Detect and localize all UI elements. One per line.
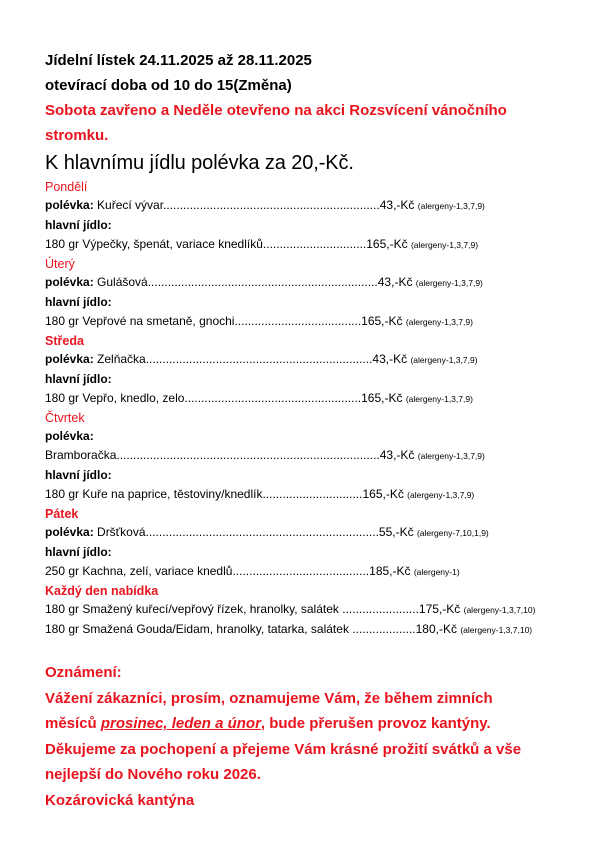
- main-row-thursday: [45, 485, 585, 505]
- main-label: hlavní jídlo:: [45, 468, 112, 482]
- daily-offer-item: [45, 600, 585, 620]
- daily-offer-item: [45, 620, 585, 640]
- main-row-monday: [45, 235, 585, 255]
- day-heading-thursday: Čtvrtek: [45, 411, 85, 425]
- main-label: hlavní jídlo:: [45, 372, 112, 386]
- weekend-note-line2: stromku.: [45, 127, 109, 144]
- soup-label: polévka:: [45, 275, 94, 289]
- day-heading-wednesday: Středa: [45, 334, 84, 348]
- allergens: (alergeny-7,10,1,9): [416, 528, 489, 538]
- main-item: 180 gr Výpečky, špenát, variace knedlíků...............................165,-Kč: [45, 237, 411, 251]
- allergens: (alergeny-1,3,7,9): [407, 490, 475, 500]
- menu-document: [45, 48, 585, 813]
- notice-line4: nejlepší do Nového roku 2026.: [45, 766, 261, 783]
- main-label: hlavní jídlo:: [45, 218, 112, 232]
- main-row-friday: [45, 562, 585, 582]
- notice-text: měsíců: [45, 715, 101, 732]
- allergens: (alergeny-1,3,7,9): [417, 201, 485, 211]
- weekend-note-line1: Sobota zavřeno a Neděle otevřeno na akci Rozsvícení vánočního: [45, 102, 507, 119]
- opening-hours: otevírací doba od 10 do 15(Změna): [45, 77, 292, 94]
- main-item: 180 gr Kuře na paprice, těstoviny/knedlík..............................165,-Kč: [45, 487, 408, 501]
- notice-months-underlined: prosinec, leden a únor: [100, 715, 261, 732]
- main-row-wednesday: [45, 389, 585, 409]
- notice-signature: Kozárovická kantýna: [45, 791, 195, 809]
- soup-item: Gulášová.....................................................................43,-Kč: [93, 275, 416, 289]
- soup-label: polévka:: [45, 429, 94, 443]
- soup-row-monday: [45, 196, 585, 216]
- day-heading-friday: Pátek: [45, 507, 79, 521]
- soup-item: Zelňačka....................................................................43,-Kč: [93, 352, 411, 366]
- weekly-menu: [45, 178, 585, 640]
- soup-row-thursday: [45, 446, 585, 466]
- allergens: (alergeny-1,3,7,9): [410, 240, 479, 250]
- allergens: (alergeny-1,3,7,10): [460, 625, 533, 635]
- allergens: (alergeny-1,3,7,9): [405, 394, 473, 404]
- day-heading-monday: Pondělí: [45, 180, 88, 194]
- main-item: 180 gr Vepřové na smetaně, gnochi......................................165,-Kč: [45, 314, 406, 328]
- main-item: 250 gr Kachna, zelí, variace knedlů.........................................185,-Kč: [45, 564, 414, 578]
- main-label: hlavní jídlo:: [45, 545, 112, 559]
- soup-row-wednesday: [45, 350, 585, 370]
- notice-section: [45, 660, 585, 813]
- day-heading-tuesday: Úterý: [45, 257, 75, 271]
- soup-row-friday: [45, 523, 585, 543]
- allergens: (alergeny-1): [413, 567, 460, 577]
- allergens: (alergeny-1,3,7,9): [415, 278, 483, 288]
- notice-line1: Vážení zákazníci, prosím, oznamujeme Vám, že během zimních: [45, 689, 493, 707]
- allergens: (alergeny-1,3,7,9): [417, 451, 485, 461]
- notice-line3: Děkujeme za pochopení a přejeme Vám krásné prožití svátků a vše: [45, 740, 522, 758]
- allergens: (alergeny-1,3,7,9): [410, 355, 478, 365]
- main-label: hlavní jídlo:: [45, 295, 112, 309]
- main-item: 180 gr Vepřo, knedlo, zelo.....................................................165,-Kč: [45, 391, 406, 405]
- soup-item: Bramboračka...............................................................................43,-Kč: [45, 448, 418, 462]
- soup-item: Dršťková......................................................................55,-Kč: [93, 525, 417, 539]
- soup-row-tuesday: [45, 273, 585, 293]
- soup-label: polévka:: [45, 198, 94, 212]
- allergens: (alergeny-1,3,7,9): [405, 317, 473, 327]
- soup-label: polévka:: [45, 352, 94, 366]
- soup-item: Kuřecí vývar.................................................................43,-Kč: [93, 198, 418, 212]
- offer-item: 180 gr Smažená Gouda/Eidam, hranolky, tatarka, salátek ...................180,-Kč: [45, 622, 461, 636]
- soup-offer-heading: K hlavnímu jídlu polévka za 20,-Kč.: [45, 152, 354, 174]
- allergens: (alergeny-1,3,7,10): [463, 605, 536, 615]
- notice-title: Oznámení:: [45, 664, 122, 681]
- soup-label: polévka:: [45, 525, 94, 539]
- notice-line2: [45, 711, 585, 737]
- daily-offer-heading: Každý den nabídka: [45, 584, 159, 598]
- main-row-tuesday: [45, 312, 585, 332]
- offer-item: 180 gr Smažený kuřecí/vepřový řízek, hranolky, salátek .......................175,-Kč: [45, 602, 464, 616]
- menu-title: Jídelní lístek 24.11.2025 až 28.11.2025: [45, 52, 312, 69]
- notice-text: , bude přerušen provoz kantýny.: [260, 715, 491, 732]
